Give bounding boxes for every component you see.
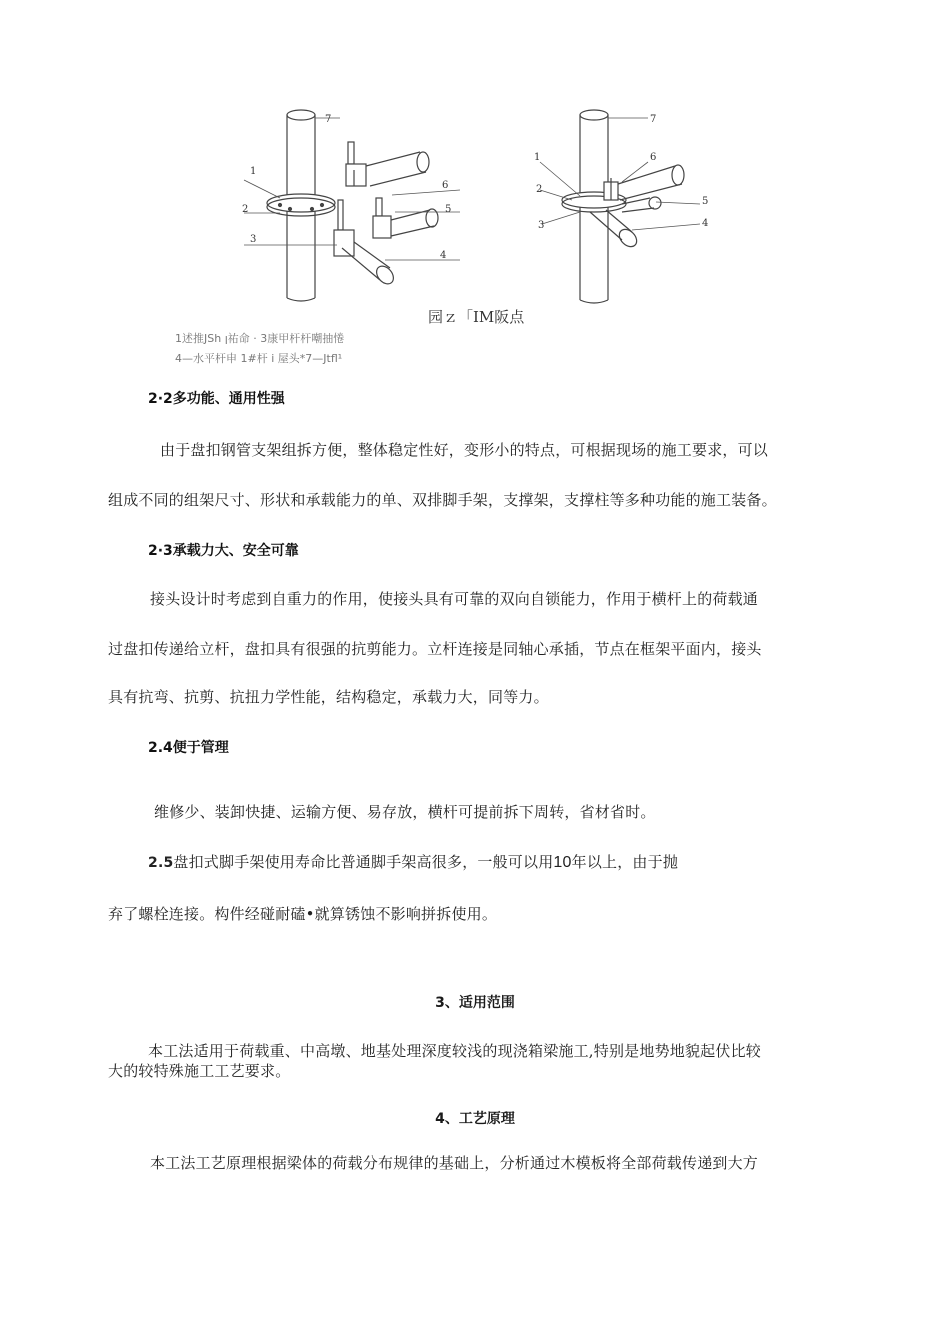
section-2-3-heading: 2·3承载力大、安全可靠 bbox=[148, 543, 299, 559]
section-3-paragraph-line-1: 本工法适用于荷载重、中高墩、地基处理深度较浅的现浇箱梁施工,特别是地势地貌起伏比较 bbox=[148, 1042, 761, 1060]
section-2-5-number: 2.5 bbox=[148, 855, 174, 871]
right-label-4: 4 bbox=[702, 218, 709, 229]
section-2-3-paragraph-line-1: 接头设计时考虑到自重力的作用，使接头具有可靠的双向自锁能力，作用于横杆上的荷载通 bbox=[150, 590, 759, 608]
right-label-2: 2 bbox=[536, 184, 543, 195]
figure-legend-line-1: 1述推JSh ꞁ祐命 · 3康甲杆杆嘲抽惓 bbox=[175, 332, 345, 345]
ringlock-joint-figure bbox=[230, 100, 730, 315]
section-2-2-paragraph-line-2: 组成不同的组架尺寸、形状和承载能力的单、双排脚手架，支撑架，支撑柱等多种功能的施工装备。 bbox=[108, 491, 777, 509]
figure-caption: 园ｚ「IM阪点 bbox=[428, 308, 525, 326]
left-joint-drawing bbox=[267, 110, 438, 301]
right-label-7: 7 bbox=[650, 114, 657, 125]
section-4-heading: 4、工艺原理 bbox=[435, 1111, 515, 1127]
section-2-3-paragraph-line-3: 具有抗弯、抗剪、抗扭力学性能，结构稳定，承载力大，同等力。 bbox=[108, 688, 549, 706]
section-2-5-years: 10 bbox=[553, 854, 572, 871]
right-leader-lines bbox=[540, 118, 700, 230]
figure-legend-line-2: 4—水平杆申 1#杆 i 屋头*7—Jtfl¹ bbox=[175, 352, 343, 365]
section-4-paragraph-line-1: 本工法工艺原理根据梁体的荷载分布规律的基础上，分析通过木模板将全部荷载传递到大方 bbox=[150, 1154, 759, 1172]
right-label-5: 5 bbox=[702, 196, 709, 207]
left-label-1: 1 bbox=[250, 166, 257, 177]
right-label-6: 6 bbox=[650, 152, 657, 163]
section-2-2-heading: 2·2多功能、通用性强 bbox=[148, 391, 285, 407]
right-label-1: 1 bbox=[534, 152, 541, 163]
section-3-paragraph-line-2: 大的较特殊施工工艺要求。 bbox=[108, 1062, 291, 1080]
left-label-5: 5 bbox=[445, 204, 452, 215]
section-2-5-line-1 bbox=[148, 851, 678, 872]
right-joint-drawing bbox=[562, 110, 684, 303]
right-label-3: 3 bbox=[538, 220, 545, 231]
section-2-2-paragraph-line-1: 由于盘扣钢管支架组拆方便，整体稳定性好，变形小的特点，可根据现场的施工要求，可以 bbox=[160, 441, 769, 459]
left-label-6: 6 bbox=[442, 180, 449, 191]
section-2-5-line-2: 弃了螺栓连接。构件经碰耐磕•就算锈蚀不影响拼拆使用。 bbox=[108, 905, 498, 923]
section-3-heading: 3、适用范围 bbox=[435, 995, 515, 1011]
section-2-3-paragraph-line-2: 过盘扣传递给立杆，盘扣具有很强的抗剪能力。立杆连接是同轴心承插，节点在框架平面内，接头 bbox=[108, 640, 762, 658]
section-2-4-heading: 2.4便于管理 bbox=[148, 740, 229, 756]
left-label-7: 7 bbox=[325, 114, 332, 125]
section-2-4-paragraph: 维修少、装卸快捷、运输方便、易存放，横杆可提前拆下周转，省材省时。 bbox=[154, 803, 656, 821]
section-2-5-text-a: 盘扣式脚手架使用寿命比普通脚手架高很多，一般可以用 bbox=[173, 853, 554, 871]
left-label-3: 3 bbox=[250, 234, 257, 245]
left-label-4: 4 bbox=[440, 250, 447, 261]
left-label-2: 2 bbox=[242, 204, 249, 215]
section-2-5-text-b: 年以上，由于抛 bbox=[571, 853, 679, 871]
